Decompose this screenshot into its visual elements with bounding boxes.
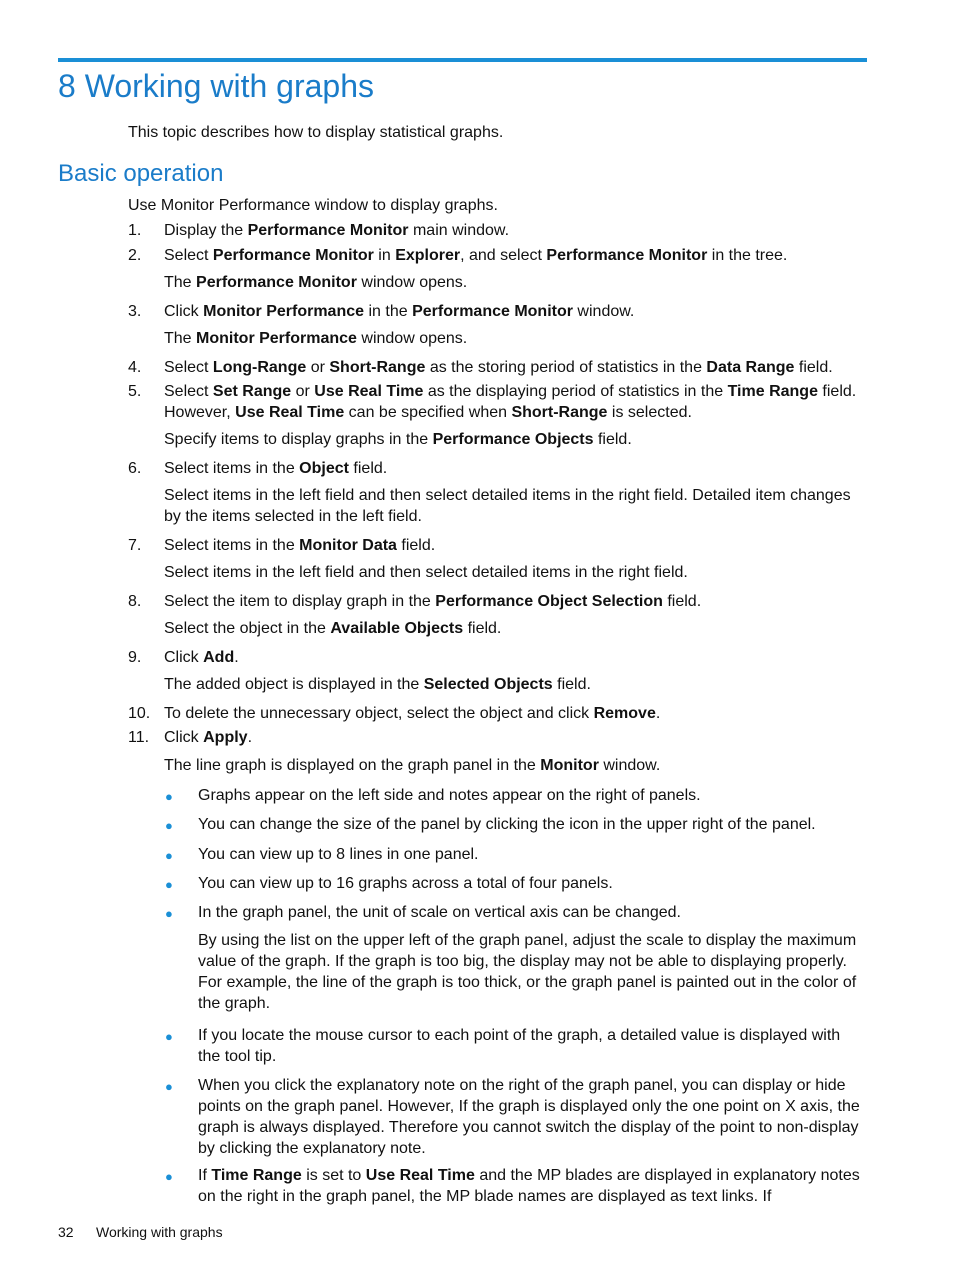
bullet-text: Graphs appear on the left side and notes appear on the right of panels. (198, 787, 701, 804)
bullet-text: You can view up to 16 graphs across a total of four panels. (198, 875, 613, 892)
step-number: 2. (128, 247, 142, 264)
bullet-text: You can view up to 8 lines in one panel. (198, 846, 479, 863)
chapter-rule (58, 58, 867, 62)
step-number: 4. (128, 359, 142, 376)
step-text: Click Add. (164, 649, 239, 666)
step-number: 7. (128, 537, 142, 554)
step-result: Specify items to display graphs in the Performance Objects field. (164, 431, 632, 448)
step-text: Select Long-Range or Short-Range as the storing period of statistics in the Data Range field. (164, 359, 833, 376)
step-result: The added object is displayed in the Selected Objects field. (164, 676, 591, 693)
step-result: Select the object in the Available Objects field. (164, 620, 502, 637)
bullet-text: If Time Range is set to Use Real Time and the MP blades are displayed in explanatory notes on the right in the graph panel, the MP blade names are displayed as text links. If (198, 1167, 860, 1205)
bullet-icon: ● (165, 848, 173, 863)
bullet-text: If you locate the mouse cursor to each point of the graph, a detailed value is displayed with the tool tip. (198, 1027, 841, 1065)
step-result: Select items in the left field and then select detailed items in the right field. Detailed item changes by the items selected in the left field. (164, 487, 851, 525)
bullet-continuation: By using the list on the upper left of the graph panel, adjust the scale to display the maximum value of the graph. If the graph is too big, the display may not be able to displaying properly. For example, the line of the graph is too thick, or the graph panel is painted out in the color of the graph. (198, 932, 857, 1012)
step-text: Click Apply. (164, 729, 253, 746)
section-lead: Use Monitor Performance window to display graphs. (128, 197, 498, 214)
step-text: Select the item to display graph in the Performance Object Selection field. (164, 593, 702, 610)
step-text: Click Monitor Performance in the Performance Monitor window. (164, 303, 635, 320)
chapter-intro: This topic describes how to display statistical graphs. (128, 124, 504, 141)
bullet-text: When you click the explanatory note on the right of the graph panel, you can display or hide points on the graph panel. However, If the graph is displayed only the one point on X axis, the graph is always displayed. Therefore you cannot switch the display of the point to non-display by clicking the explanatory note. (198, 1077, 860, 1157)
bullet-text: In the graph panel, the unit of scale on vertical axis can be changed. (198, 904, 681, 921)
step-number: 11. (128, 729, 150, 746)
step-result: The line graph is displayed on the graph panel in the Monitor window. (164, 757, 661, 774)
bullet-icon: ● (165, 1029, 173, 1044)
step-text: Select Performance Monitor in Explorer, and select Performance Monitor in the tree. (164, 247, 788, 264)
step-number: 8. (128, 593, 142, 610)
bullet-icon: ● (165, 906, 173, 921)
bullet-icon: ● (165, 818, 173, 833)
step-number: 10. (128, 705, 151, 722)
step-number: 5. (128, 383, 142, 400)
bullet-icon: ● (165, 1169, 173, 1184)
chapter-title: 8 Working with graphs (58, 68, 374, 104)
bullet-icon: ● (165, 1079, 173, 1094)
step-text: Display the Performance Monitor main window. (164, 222, 510, 239)
step-result: Select items in the left field and then select detailed items in the right field. (164, 564, 688, 581)
page-number: 32 (58, 1224, 74, 1240)
step-text: Select items in the Monitor Data field. (164, 537, 436, 554)
step-text: Select items in the Object field. (164, 460, 388, 477)
step-number: 9. (128, 649, 142, 666)
step-text: Select Set Range or Use Real Time as the displaying period of statistics in the Time Range field. However, Use Real Time can be specified when Short-Range is selected. (164, 383, 857, 421)
section-title: Basic operation (58, 160, 224, 187)
step-result: The Performance Monitor window opens. (164, 274, 468, 291)
bullet-text: You can change the size of the panel by clicking the icon in the upper right of the panel. (198, 816, 816, 833)
bullet-icon: ● (165, 789, 173, 804)
step-number: 6. (128, 460, 142, 477)
step-number: 3. (128, 303, 142, 320)
bullet-icon: ● (165, 877, 173, 892)
step-result: The Monitor Performance window opens. (164, 330, 468, 347)
running-title: Working with graphs (96, 1224, 223, 1240)
step-text: To delete the unnecessary object, select the object and click Remove. (164, 705, 661, 722)
step-number: 1. (128, 222, 142, 239)
